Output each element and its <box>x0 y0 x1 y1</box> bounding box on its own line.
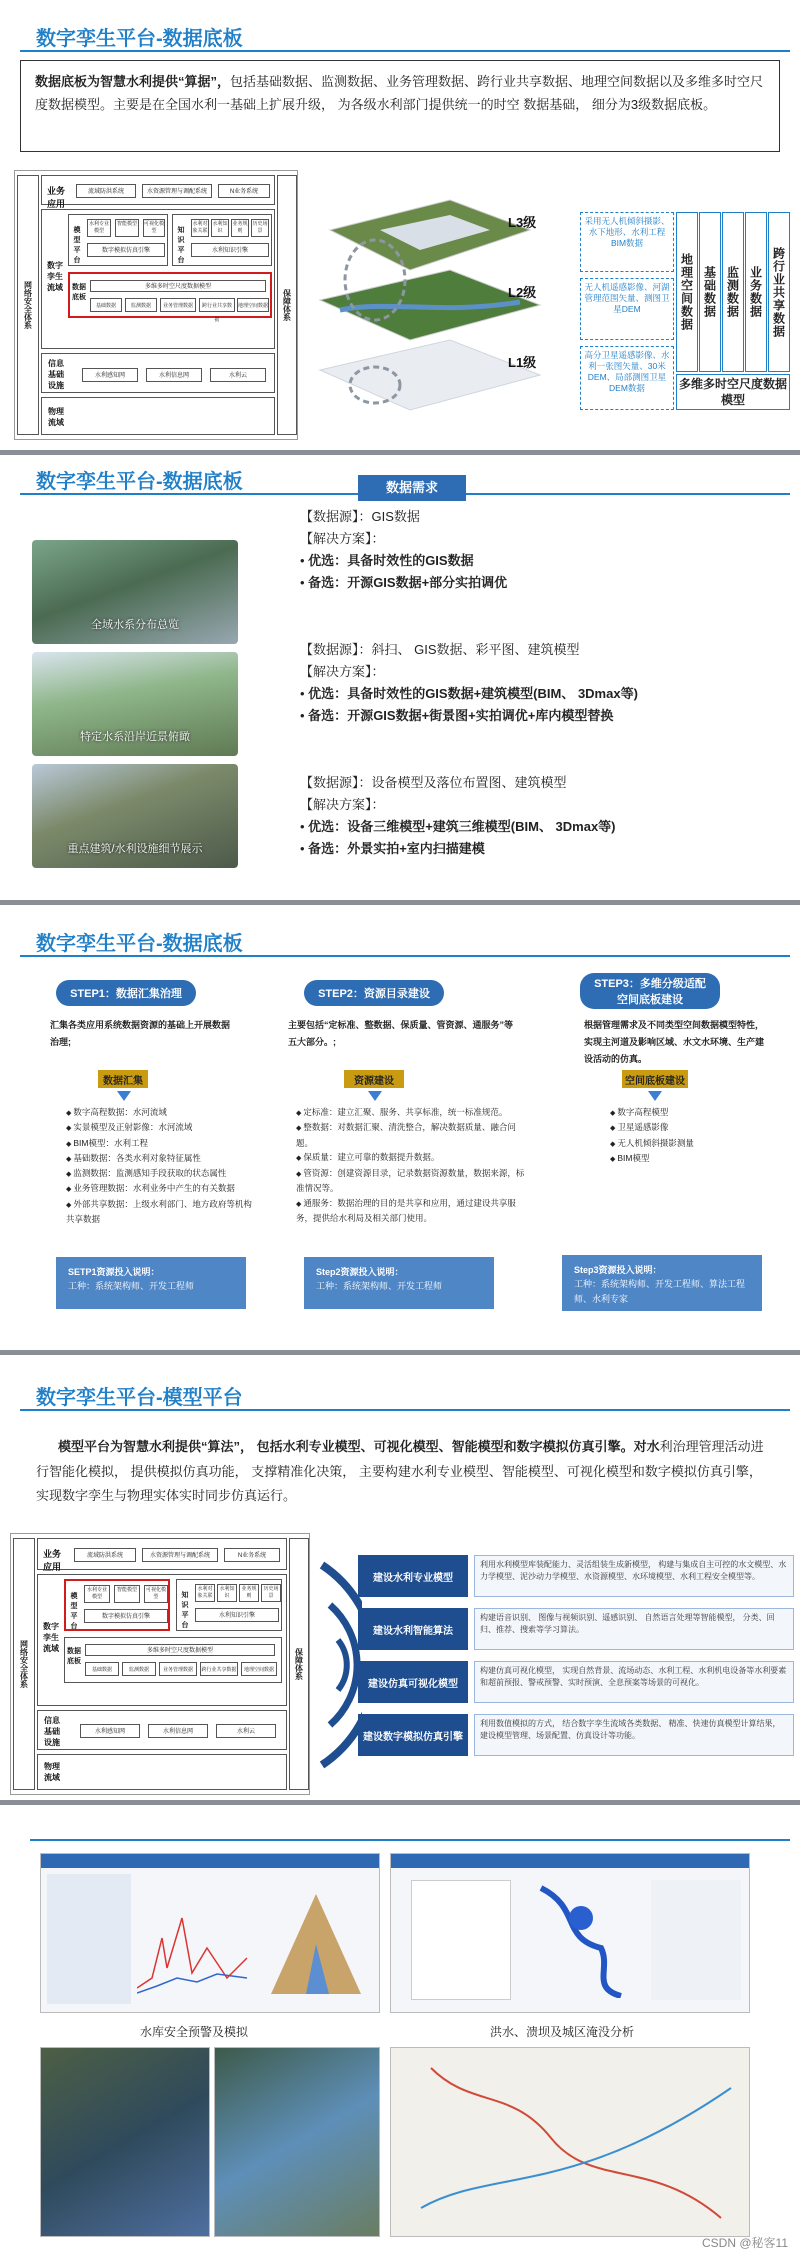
level-desc-l2: 无人机遥感影像、河湖管理范围矢量、测图卫星DEM <box>580 278 674 340</box>
security-column: 网络安全体系 <box>17 175 39 435</box>
model-arch-diagram <box>10 1533 310 1795</box>
intro-box <box>20 60 780 152</box>
level-l3: L3级 <box>508 215 537 230</box>
step3-tag: 空间底板建设 <box>622 1070 688 1088</box>
caption-flood: 洪水、溃坝及城区淹没分析 <box>490 2025 635 2039</box>
slide-screenshots <box>0 1805 800 2259</box>
model-platform: 模型平台 水利专业模型 智能模型 可视化模型 数字模拟仿真引擎 <box>68 214 168 266</box>
slide-model-platform <box>0 1355 800 1800</box>
col-shared: 跨行业共享数据 <box>768 212 790 372</box>
requirements-badge: 数据需求 <box>358 475 466 501</box>
knowledge-platform: 知识平台 水利对象关联 水利知识 业务规则 历史场景 水利知识引擎 <box>176 1579 282 1631</box>
requirement-group-1: 【数据源】：GIS数据 【解决方案】： • 优选：具备时效性的GIS数据 • 备选：开源GIS数据+部分实拍调优 <box>300 509 508 590</box>
model-row-4: 建设数字模拟仿真引擎 利用数值模拟的方式， 结合数字孪生流域各类数据、 精准、快速仿真模型计算结果， 建设模型管理、场景配置、仿真设计等功能。 <box>318 1714 788 1756</box>
slide-title: 数字孪生平台-数据底板 <box>36 933 243 955</box>
step1-desc: 汇集各类应用系统数据资源的基础上开展数据治理; <box>50 1020 231 1048</box>
screenshot-reservoir <box>40 1853 380 2013</box>
info-infra-layer: 信息基础设施 水利感知网 水利信息网 水利云 <box>37 1710 287 1750</box>
biz-app-layer: 业务应用 流域防洪系统 水资源管理与调配系统 N业务系统 <box>37 1538 287 1570</box>
slide-data-board-overview <box>0 0 800 450</box>
step1-list: ◆ 数字高程数据：水河流域 ◆ 实景模型及正射影像：水河流域 ◆ BIM模型：水利工程 ◆ 基础数据：各类水利对象特征属性 ◆ 监测数据：监测感知手段获取的状态属性 ◆ 业务管理数据：水利业务中产生的有关数据 ◆ 外部共享数据：上级水利部门、地方政府等机构共享数据 <box>66 1105 256 1227</box>
screenshot-flood <box>390 1853 750 2013</box>
step2-list: ◆ 定标准：建立汇聚、服务、共享标准，统一标准规范。 ◆ 整数据：对数据汇聚、清洗整合，解决数据质量、融合问题。 ◆ 保质量：建立可靠的数据提升数据。 ◆ 管资源：创建资源目录，记录数据资源数量，数据来源，标准情况等。 ◆ 通服务：数据治理的目的是共享和应用，通过建设共享服务，提供给水利局及相关部门使用。 <box>296 1105 526 1226</box>
screenshot-aerial-2 <box>214 2047 380 2237</box>
col-geo: 地理空间数据 <box>676 212 698 372</box>
guarantee-column: 保障体系 <box>277 175 297 435</box>
twin-layer: 数字孪生流域 模型平台 水利专业模型 智能模型 可视化模型 数字模拟仿真引擎 知识平台 水利对象关联 水利知识 业务规则 历史场景 水利知识引擎 数据底板 多维多时空尺度数据模型 基础数据 监测数据 业务管理数据 跨行业共享数据 地理空间数据 <box>41 209 275 349</box>
level-l2: L2级 <box>508 285 537 300</box>
step3-desc: 根据管理需求及不同类型空间数据模型特性，实现主河道及影响区域、水文水环境、生产建设活动的仿真。 <box>584 1020 765 1065</box>
biz-app-layer: 业务应用 流域防洪系统 水资源管理与调配系统 N业务系统 <box>41 175 275 205</box>
slide-data-steps <box>0 905 800 1350</box>
intro-text: 包括基础数据、监测数据、业务管理数据、跨行业共享数据、地理空间数据以及多维多时空尺度数据模型。主要是在全国水利一基础上扩展升级， 为各级水利部门提供统一的时空 数据基础， 细分为3级数据底板。 <box>35 74 764 112</box>
title-underline <box>20 1409 790 1411</box>
physical-basin-layer: 物理流域 <box>41 397 275 435</box>
model-row-1: 建设水利专业模型 利用水利模型库装配能力、灵活组装生成新模型， 构建与集成自主可控的水文模型、水力学模型、泥沙动力学模型、水资源模型、水环境模型、水利工程安全模型等。 <box>318 1555 788 1597</box>
title-underline <box>20 50 790 52</box>
model-intro: 模型平台为智慧水利提供“算法”， 包括水利专业模型、可视化模型、智能模型和数字模拟仿真引擎。对水利治理管理活动进行智能化模拟， 提供模拟仿真功能， 支撑精准化决策， 主要构建水利专业模型、智能模型、可视化模型和数字模拟仿真引擎， 实现数字孪生与物理实体实时同步仿真运行。 <box>36 1439 764 1504</box>
caption-reservoir: 水库安全预警及模拟 <box>140 2025 249 2039</box>
info-infra-layer: 信息基础设施 水利感知网 水利信息网 水利云 <box>41 353 275 393</box>
level-desc-l3: 采用无人机倾斜摄影、水下地形、水利工程BIM数据 <box>580 212 674 272</box>
intro-bold: 数据底板为智慧水利提供“算据”， <box>35 74 231 89</box>
top-line <box>30 1839 790 1841</box>
screenshot-aerial-1 <box>40 2047 210 2237</box>
photo-overview: 全域水系分布总览 <box>32 540 238 644</box>
level-l1: L1级 <box>508 355 537 370</box>
step1-header: STEP1：数据汇集治理 <box>56 980 196 1006</box>
step2-tag: 资源建设 <box>344 1070 404 1088</box>
step2-note: Step2资源投入说明： 工种：系统架构师、开发工程师 <box>304 1257 494 1309</box>
slide-data-requirements <box>0 455 800 900</box>
title-underline <box>20 955 790 957</box>
step3-note: Step3资源投入说明： 工种：系统架构师、开发工程师、算法工程师、水利专家 <box>562 1255 762 1311</box>
model-row-3: 建设仿真可视化模型 构建仿真可视化模型， 实现自然背景、流场动态、水利工程、水利机电设备等水利要素和超前预报、警戒预警、实时预演、全息预案等场景的可视化。 <box>318 1661 788 1703</box>
knowledge-platform: 知识平台 水利对象关联 水利知识 业务规则 历史场景 水利知识引擎 <box>172 214 272 266</box>
step2-desc: 主要包括“定标准、整数据、保质量、管资源、通服务”等五大部分。; <box>288 1020 514 1048</box>
requirement-group-3: 【数据源】：设备模型及落位布置图、建筑模型 【解决方案】： • 优选：设备三维模型+建筑三维模型(BIM、 3Dmax等) • 备选：外景实拍+室内扫描建模 <box>300 775 616 856</box>
step1-note: SETP1资源投入说明： 工种：系统架构师、开发工程师 <box>56 1257 246 1309</box>
watermark: CSDN @秘客11 <box>702 2236 788 2250</box>
physical-basin-layer: 物理流域 <box>37 1754 287 1790</box>
data-board: 数据底板 多维多时空尺度数据模型 基础数据 监测数据 业务管理数据 跨行业共享数据 地理空间数据 <box>64 1637 282 1683</box>
step3-header: STEP3：多维分级适配空间底板建设 <box>580 973 720 1009</box>
guarantee-column: 保障体系 <box>289 1538 309 1790</box>
level-desc-l1: 高分卫星遥感影像、水利一张图矢量、30米DEM、局部测图卫星DEM数据 <box>580 346 674 410</box>
security-column: 网络安全体系 <box>13 1538 35 1790</box>
col-base: 基础数据 <box>699 212 721 372</box>
step3-list: ◆ 数字高程模型 ◆ 卫星遥感影像 ◆ 无人机倾斜摄影测量 ◆ BIM模型 <box>610 1105 770 1166</box>
step3-arrow <box>648 1091 662 1101</box>
data-board-highlight: 数据底板 多维多时空尺度数据模型 基础数据 监测数据 业务管理数据 跨行业共享数据 地理空间数据 <box>68 272 272 318</box>
col-footer: 多维多时空尺度数据模型 <box>676 374 790 410</box>
photo-riverside: 特定水系沿岸近景俯瞰 <box>32 652 238 756</box>
architecture-diagram <box>14 170 298 440</box>
photo-facility: 重点建筑/水利设施细节展示 <box>32 764 238 868</box>
step2-arrow <box>368 1091 382 1101</box>
col-monitor: 监测数据 <box>722 212 744 372</box>
step2-header: STEP2：资源目录建设 <box>304 980 444 1006</box>
twin-layer: 数字孪生流域 模型平台 水利专业模型 智能模型 可视化模型 数字模拟仿真引擎 知识平台 水利对象关联 水利知识 业务规则 历史场景 水利知识引擎 数据底板 多维多时空尺度数据模型 基础数据 监测数据 业务管理数据 跨行业共享数据 地理空间数据 <box>37 1574 287 1706</box>
requirement-group-2: 【数据源】：斜扫、 GIS数据、彩平图、建筑模型 【解决方案】： • 优选：具备时效性的GIS数据+建筑模型(BIM、 3Dmax等) • 备选：开源GIS数据+街景图+实拍调优+库内模型替换 <box>300 642 638 723</box>
slide-title: 数字孪生平台-数据底板 <box>36 28 243 50</box>
slide-title: 数字孪生平台-模型平台 <box>36 1387 243 1409</box>
screenshot-map <box>390 2047 750 2237</box>
step1-arrow <box>117 1091 131 1101</box>
slide-title: 数字孪生平台-数据底板 <box>36 471 243 493</box>
model-platform-highlight: 模型平台 水利专业模型 智能模型 可视化模型 数字模拟仿真引擎 <box>64 1579 170 1631</box>
model-row-2: 建设水利智能算法 构建语音识别、 图像与视频识别、遥感识别、 自然语言处理等智能模型， 分类、回归、推荐、搜索等学习算法。 <box>318 1608 788 1650</box>
col-business: 业务数据 <box>745 212 767 372</box>
step1-tag: 数据汇集 <box>98 1070 148 1088</box>
